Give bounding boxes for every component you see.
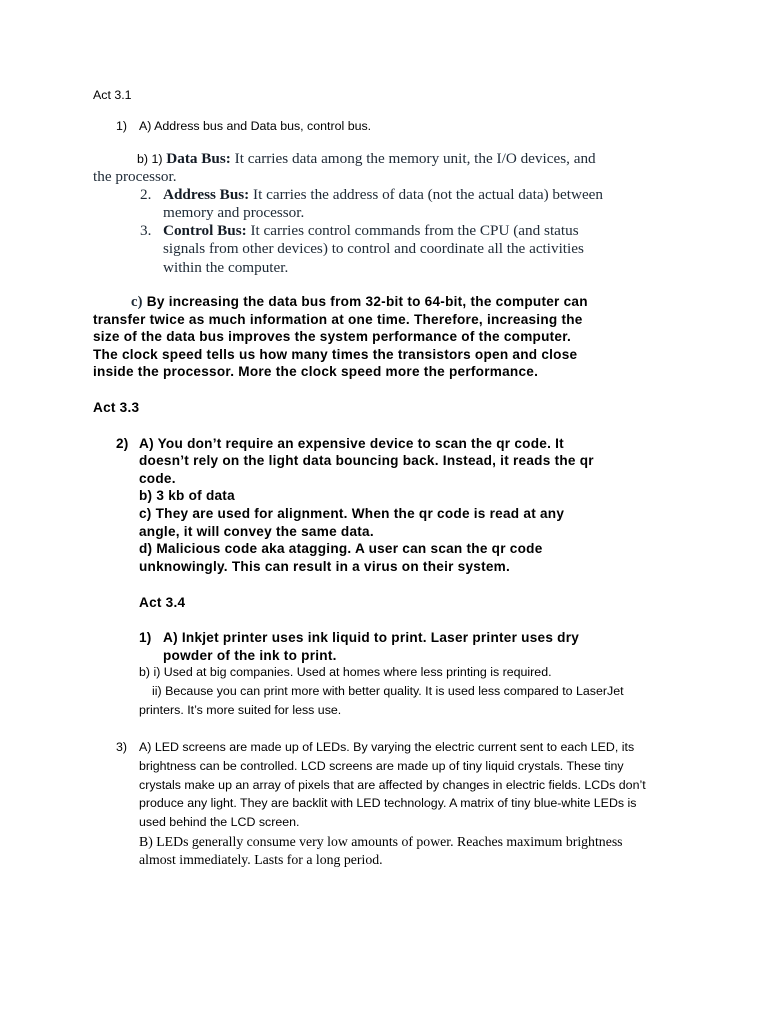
control-bus-item [163, 222, 579, 240]
control-bus-text-2: signals from other devices) to control and coordinate all the activities [163, 240, 584, 257]
data-bus-term: Data Bus: [166, 150, 231, 167]
q1-answer-c-line-1 [131, 294, 588, 311]
act-3-1-heading: Act 3.1 [93, 88, 132, 102]
address-bus-item [163, 186, 603, 204]
q2-answer-b: b) 3 kb of data [139, 488, 235, 503]
q3-number: 3) [116, 740, 128, 754]
q3-answer-a-line-3: crystals make up an array of pixels that are affected by changes in electric fields. LCDs don’t [139, 778, 646, 792]
q1-number: 1) [116, 119, 128, 133]
q1-answer-b-data-bus [137, 150, 596, 168]
q1b-prefix: b) 1) [137, 152, 163, 166]
act-3-3-heading: Act 3.3 [93, 400, 140, 415]
act34-q1-answer-a-line-2: powder of the ink to print. [163, 648, 337, 663]
control-bus-text-3: within the computer. [163, 259, 289, 276]
q1-answer-c-line-5: inside the processor. More the clock speed more the performance. [93, 364, 539, 379]
c-line-1-text: By increasing the data bus from 32-bit to 64-bit, the computer can [142, 294, 588, 309]
q3-answer-b-line-2: almost immediately. Lasts for a long period. [139, 852, 383, 867]
q1-answer-c-line-4: The clock speed tells us how many times the transistors open and close [93, 347, 578, 362]
data-bus-text-2: the processor. [93, 168, 177, 185]
q3-answer-a-line-1: A) LED screens are made up of LEDs. By varying the electric current sent to each LED, its [139, 740, 635, 754]
q2-number: 2) [116, 436, 129, 451]
q2-answer-d-line-1: d) Malicious code aka atagging. A user can scan the qr code [139, 541, 543, 556]
address-bus-term: Address Bus: [163, 186, 250, 203]
act34-q1-answer-b-ii-line-1: ii) Because you can print more with better quality. It is used less compared to LaserJet [152, 684, 624, 698]
q2-answer-a-line-2: doesn’t rely on the light data bouncing back. Instead, it reads the qr [139, 453, 594, 468]
act34-q1-answer-a-line-1: A) Inkjet printer uses ink liquid to print. Laser printer uses dry [163, 630, 580, 645]
act34-q1-answer-b-i: b) i) Used at big companies. Used at homes where less printing is required. [139, 665, 552, 679]
q3-answer-b-line-1: B) LEDs generally consume very low amounts of power. Reaches maximum brightness [139, 834, 623, 849]
control-bus-num: 3. [140, 222, 152, 239]
act34-q1-number: 1) [139, 630, 152, 645]
q1-answer-c-line-2: transfer twice as much information at one time. Therefore, increasing the [93, 312, 583, 327]
c-prefix: c) [131, 294, 143, 310]
control-bus-term: Control Bus: [163, 222, 247, 239]
act34-q1-answer-b-ii-line-2: printers. It’s more suited for less use. [139, 703, 342, 717]
q3-answer-a-line-4: produce any light. They are backlit with LED technology. A matrix of tiny blue-white LEDs is [139, 796, 637, 810]
q1-answer-a: A) Address bus and Data bus, control bus. [139, 119, 372, 133]
q3-answer-a-line-5: used behind the LCD screen. [139, 815, 300, 829]
address-bus-text-1: It carries the address of data (not the actual data) between [249, 186, 604, 203]
address-bus-text-2: memory and processor. [163, 204, 305, 221]
q2-answer-a-line-3: code. [139, 471, 176, 486]
q2-answer-c-line-1: c) They are used for alignment. When the qr code is read at any [139, 506, 565, 521]
address-bus-num: 2. [140, 186, 152, 203]
data-bus-text-1: It carries data among the memory unit, the I/O devices, and [230, 150, 596, 167]
control-bus-text-1: It carries control commands from the CPU (and status [246, 222, 579, 239]
q2-answer-c-line-2: angle, it will convey the same data. [139, 524, 374, 539]
q2-answer-a-line-1: A) You don’t require an expensive device to scan the qr code. It [139, 436, 564, 451]
q2-answer-d-line-2: unknowingly. This can result in a virus on their system. [139, 559, 511, 574]
q1-answer-c-line-3: size of the data bus improves the system performance of the computer. [93, 329, 572, 344]
q3-answer-a-line-2: brightness can be controlled. LCD screens are made up of tiny liquid crystals. These tiny [139, 759, 624, 773]
act-3-4-heading: Act 3.4 [139, 595, 186, 610]
